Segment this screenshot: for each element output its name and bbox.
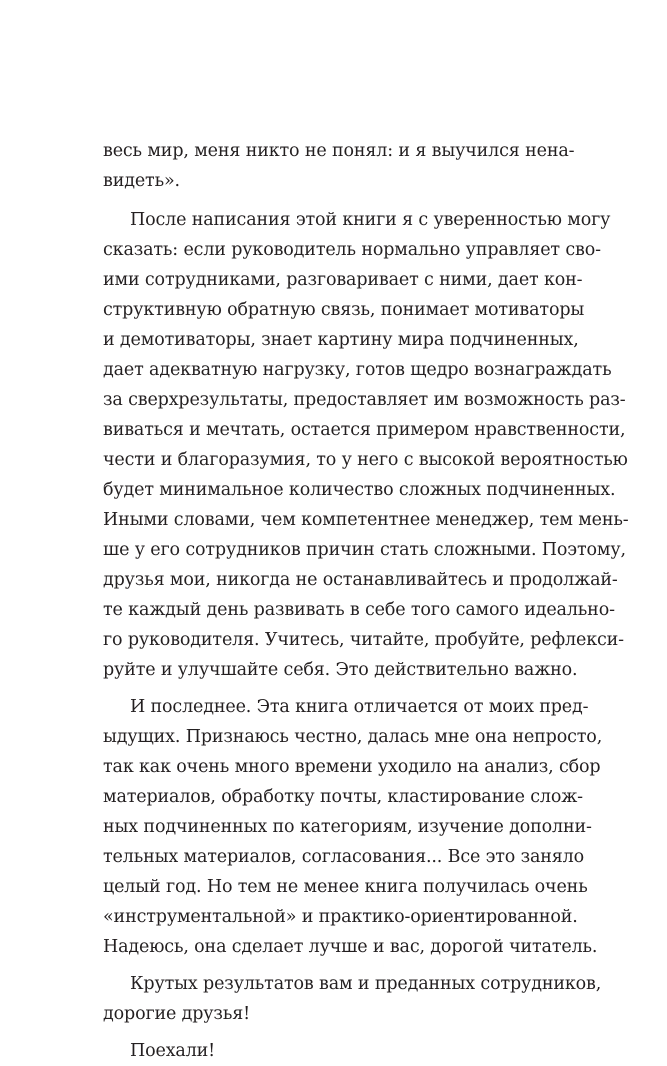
text-line: Надеюсь, она сделает лучше и вас, дорогой читатель. — [103, 937, 598, 957]
text-line: целый год. Но тем не менее книга получилась очень — [103, 877, 588, 897]
text-line: те каждый день развивать в себе того самого идеально- — [103, 600, 615, 620]
paragraph — [103, 1036, 565, 1066]
text-line: ных подчиненных по категориям, изучение дополни- — [103, 817, 592, 837]
paragraph — [103, 969, 602, 1029]
text-line: и демотиваторы, знает картину мира подчиненных, — [103, 330, 579, 350]
text-line: ыдущих. Признаюсь честно, далась мне она непросто, — [103, 727, 603, 747]
paragraph — [103, 692, 603, 962]
text-line: Крутых результатов вам и преданных сотрудников, — [130, 974, 602, 994]
text-line: чести и благоразумия, то у него с высокой вероятностью — [103, 450, 628, 470]
text-line: друзья мои, никогда не останавливайтесь и продолжай- — [103, 570, 618, 590]
text-line: так как очень много времени уходило на анализ, сбор — [103, 757, 601, 777]
text-line: руйте и улучшайте себя. Это действительно важно. — [103, 660, 578, 680]
text-line: будет минимальное количество сложных подчиненных. — [103, 480, 616, 500]
paragraph — [103, 136, 575, 196]
text-line: Поехали! — [130, 1041, 216, 1061]
text-line: го руководителя. Учитесь, читайте, пробуйте, рефлекси- — [103, 630, 624, 650]
body-text — [103, 136, 629, 1066]
paragraph — [103, 205, 629, 685]
text-line: структивную обратную связь, понимает мотиваторы — [103, 300, 585, 320]
text-line: весь мир, меня никто не понял: и я выучился нена- — [103, 141, 575, 161]
text-line: сказать: если руководитель нормально управляет сво- — [103, 240, 601, 260]
text-line: дорогие друзья! — [103, 1004, 250, 1024]
text-line: «инструментальной» и практико-ориентированной. — [103, 907, 578, 927]
text-line: ше у его сотрудников причин стать сложными. Поэтому, — [103, 540, 626, 560]
text-line: Иными словами, чем компетентнее менеджер, тем мень- — [103, 510, 629, 530]
text-line: виваться и мечтать, остается примером нравственности, — [103, 420, 626, 440]
text-line: за сверхрезультаты, предоставляет им возможность раз- — [103, 390, 626, 410]
text-line: видеть». — [103, 171, 180, 191]
text-line: тельных материалов, согласования... Все это заняло — [103, 847, 585, 867]
text-line: И последнее. Эта книга отличается от моих пред- — [130, 697, 589, 717]
text-line: После написания этой книги я с уверенностью могу — [130, 210, 611, 230]
text-line: материалов, обработку почты, кластирование слож- — [103, 787, 583, 807]
text-line: дает адекватную нагрузку, готов щедро вознаграждать — [103, 360, 612, 380]
text-line: ими сотрудниками, разговаривает с ними, дает кон- — [103, 270, 583, 290]
